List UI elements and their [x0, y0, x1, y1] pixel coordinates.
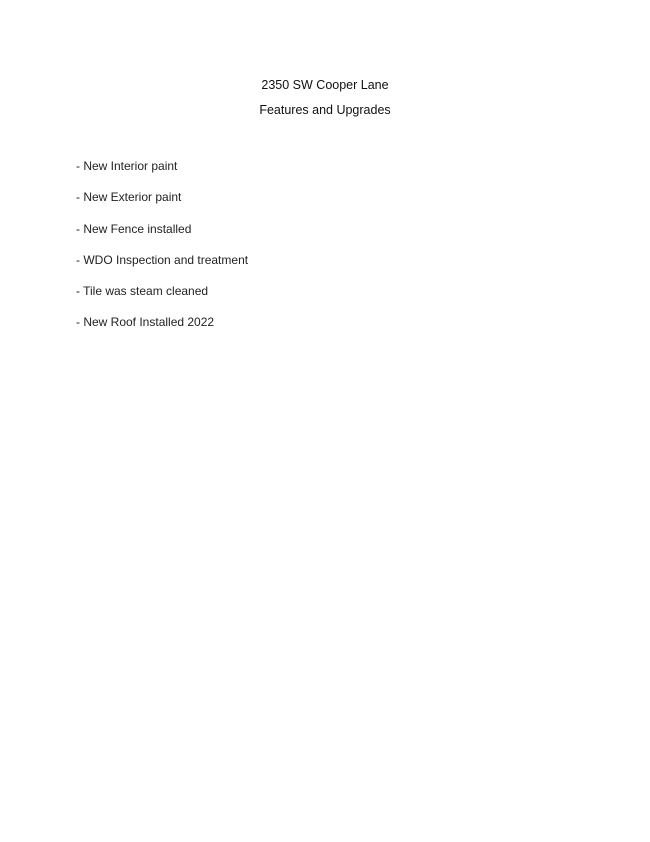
feature-item-exterior-paint: - New Exterior paint: [76, 190, 182, 205]
feature-item-wdo-inspection: - WDO Inspection and treatment: [76, 252, 249, 267]
features-subtitle: Features and Upgrades: [259, 103, 391, 117]
feature-item-new-roof: - New Roof Installed 2022: [76, 315, 215, 330]
feature-item-interior-paint: - New Interior paint: [76, 159, 178, 173]
features-list: [76, 158, 248, 346]
property-address-title: 2350 SW Cooper Lane: [261, 78, 389, 92]
feature-item-fence: - New Fence installed: [76, 221, 192, 236]
feature-item-tile-cleaned: - Tile was steam cleaned: [76, 284, 209, 299]
